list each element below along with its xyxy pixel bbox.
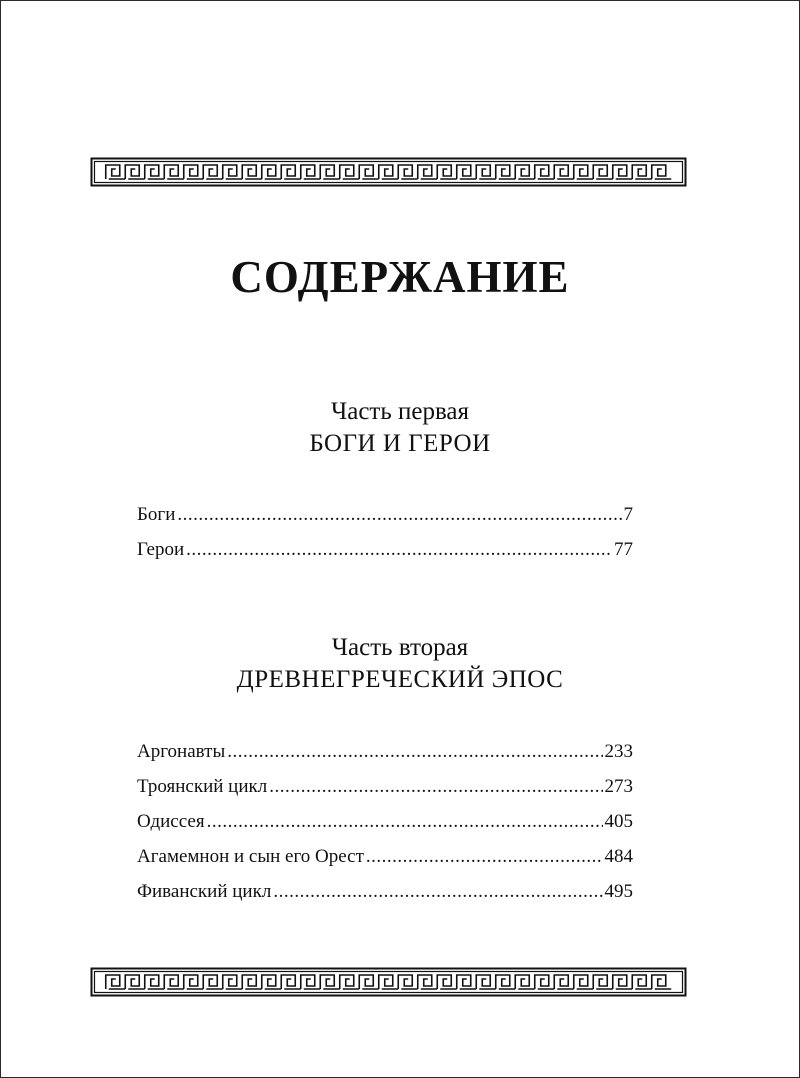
toc-page-number: 77 (614, 539, 633, 560)
dot-leader (273, 874, 602, 909)
toc-page-number: 495 (604, 881, 633, 902)
meander-pattern (106, 165, 672, 179)
toc-page-number: 233 (604, 741, 633, 762)
toc-entry-fivanskiy-tsikl[interactable] (137, 874, 633, 909)
dot-leader (186, 532, 612, 567)
toc-entry-title: Аргонавты (137, 741, 226, 762)
greek-meander-border-bottom (90, 967, 687, 997)
toc-entry-title: Агамемнон и сын его Орест (137, 846, 364, 867)
toc-part-one (137, 497, 633, 567)
part-one-label: Часть первая (330, 398, 470, 425)
toc-entry-argonavty[interactable] (137, 734, 633, 769)
part-one-title: БОГИ И ГЕРОИ (309, 430, 491, 457)
toc-entry-geroi[interactable] (137, 532, 633, 567)
toc-entry-title: Боги (137, 504, 176, 525)
toc-part-two (137, 734, 633, 909)
toc-entry-title: Троянский цикл (137, 776, 268, 797)
toc-entry-title: Одиссея (137, 811, 205, 832)
toc-entry-odisseya[interactable] (137, 804, 633, 839)
dot-leader (177, 497, 621, 532)
toc-page-number: 7 (623, 504, 633, 525)
dot-leader (269, 769, 602, 804)
dot-leader (227, 734, 602, 769)
part-two-label: Часть вторая (331, 634, 469, 661)
toc-page-number: 484 (604, 846, 633, 867)
toc-page-number: 273 (604, 776, 633, 797)
greek-meander-border-top (90, 157, 687, 187)
toc-entry-title: Фиванский цикл (137, 881, 272, 902)
dot-leader (366, 839, 603, 874)
toc-page-number: 405 (604, 811, 633, 832)
page-title: СОДЕРЖАНИЕ (230, 252, 570, 302)
toc-entry-agamemnon[interactable] (137, 839, 633, 874)
toc-entry-bogi[interactable] (137, 497, 633, 532)
part-two-title: ДРЕВНЕГРЕЧЕСКИЙ ЭПОС (236, 666, 564, 693)
toc-entry-troyanskiy-tsikl[interactable] (137, 769, 633, 804)
toc-entry-title: Герои (137, 539, 185, 560)
dot-leader (207, 804, 603, 839)
meander-pattern (106, 975, 672, 989)
